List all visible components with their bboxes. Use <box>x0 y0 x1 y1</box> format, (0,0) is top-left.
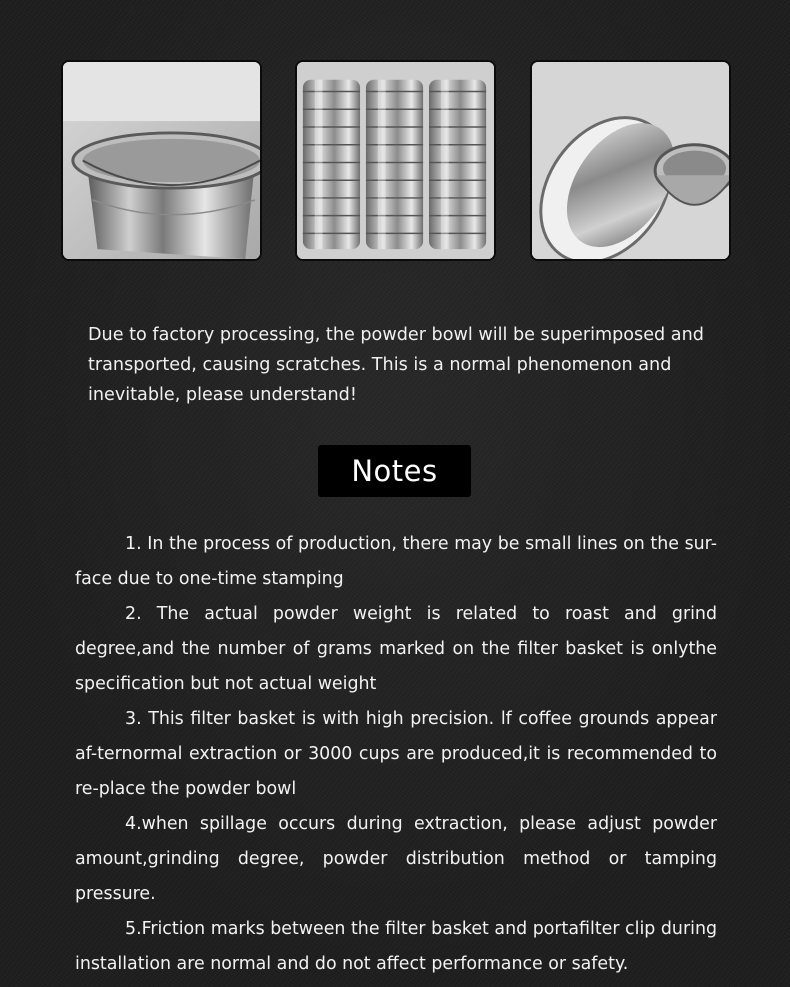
product-photo-row <box>61 60 731 260</box>
note-item-1: 1. In the process of production, there may be small lines on the sur-face due to one-time stamping <box>75 534 717 589</box>
two-baskets-illustration <box>532 62 729 259</box>
notes-list <box>75 527 717 982</box>
note-item-2: 2. The actual powder weight is related to roast and grind degree,and the number of grams marked on the filter basket is onlythe specification but not actual weight <box>75 604 717 694</box>
stacked-filter-baskets-photo <box>295 60 496 261</box>
notes-title: Notes <box>318 445 471 497</box>
two-filter-baskets-photo <box>530 60 731 261</box>
single-filter-basket-photo <box>61 60 262 261</box>
note-item-5: 5.Friction marks between the filter basket and portafilter clip during installation are normal and do not affect performance or safety. <box>75 919 717 974</box>
scratch-disclaimer-text: Due to factory processing, the powder bowl will be superimposed and transported, causing scratches. This is a normal phenomenon and inevitable, please understand! <box>88 325 704 405</box>
note-item-3: 3. This filter basket is with high precision. lf coffee grounds appear af-ternormal extraction or 3000 cups are produced,it is recommended to re-place the powder bowl <box>75 709 717 799</box>
stacked-baskets-illustration <box>297 62 494 259</box>
note-item-4: 4.when spillage occurs during extraction, please adjust powder amount,grinding degree, powder distribution method or tamping pressure. <box>75 814 717 904</box>
filter-basket-illustration <box>63 62 260 259</box>
